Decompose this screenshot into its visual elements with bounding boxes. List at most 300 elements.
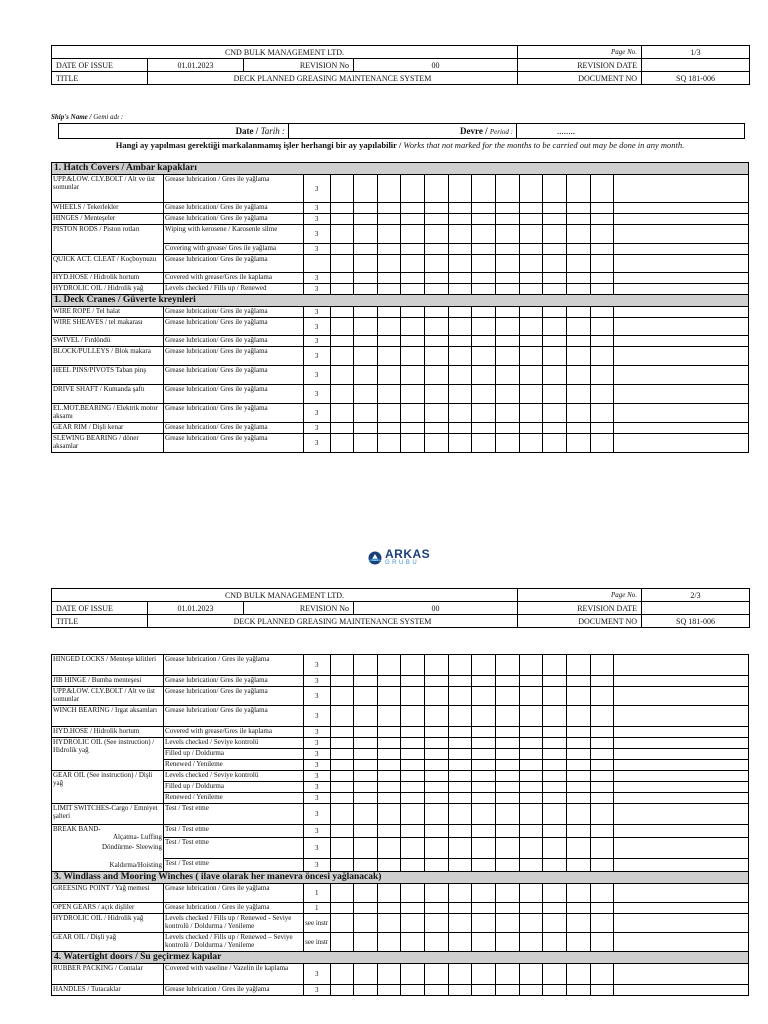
- month-cell[interactable]: [496, 336, 520, 347]
- month-cell[interactable]: [519, 318, 543, 336]
- month-cell[interactable]: [472, 244, 496, 255]
- month-cell[interactable]: [377, 214, 401, 225]
- month-cell[interactable]: [354, 933, 378, 952]
- remarks-cell[interactable]: [614, 760, 749, 771]
- month-cell[interactable]: [496, 903, 520, 914]
- month-cell[interactable]: [448, 933, 472, 952]
- month-cell[interactable]: [448, 771, 472, 782]
- month-cell[interactable]: [543, 804, 567, 825]
- remarks-cell[interactable]: [614, 771, 749, 782]
- month-cell[interactable]: [519, 782, 543, 793]
- month-cell[interactable]: [566, 964, 590, 985]
- month-cell[interactable]: [354, 347, 378, 366]
- remarks-cell[interactable]: [614, 404, 749, 423]
- month-cell[interactable]: [330, 964, 354, 985]
- month-cell[interactable]: [590, 336, 614, 347]
- month-cell[interactable]: [496, 255, 520, 273]
- month-cell[interactable]: [496, 244, 520, 255]
- month-cell[interactable]: [496, 307, 520, 318]
- month-cell[interactable]: [566, 676, 590, 687]
- month-cell[interactable]: [330, 385, 354, 404]
- month-cell[interactable]: [519, 749, 543, 760]
- month-cell[interactable]: [590, 434, 614, 453]
- month-cell[interactable]: [330, 423, 354, 434]
- month-cell[interactable]: [330, 307, 354, 318]
- month-cell[interactable]: [543, 727, 567, 738]
- month-cell[interactable]: [496, 837, 520, 859]
- remarks-cell[interactable]: [614, 859, 749, 872]
- remarks-cell[interactable]: [614, 347, 749, 366]
- month-cell[interactable]: [330, 318, 354, 336]
- month-cell[interactable]: [566, 284, 590, 295]
- month-cell[interactable]: [377, 687, 401, 706]
- remarks-cell[interactable]: [614, 903, 749, 914]
- month-cell[interactable]: [330, 903, 354, 914]
- month-cell[interactable]: [496, 318, 520, 336]
- month-cell[interactable]: [377, 884, 401, 903]
- month-cell[interactable]: [377, 738, 401, 749]
- month-cell[interactable]: [425, 706, 449, 727]
- month-cell[interactable]: [566, 347, 590, 366]
- month-cell[interactable]: [590, 175, 614, 203]
- month-cell[interactable]: [330, 793, 354, 804]
- month-cell[interactable]: [496, 385, 520, 404]
- month-cell[interactable]: [590, 933, 614, 952]
- month-cell[interactable]: [425, 273, 449, 284]
- month-cell[interactable]: [519, 859, 543, 872]
- month-cell[interactable]: [425, 423, 449, 434]
- month-cell[interactable]: [590, 273, 614, 284]
- month-cell[interactable]: [496, 404, 520, 423]
- month-cell[interactable]: [425, 825, 449, 838]
- month-cell[interactable]: [496, 985, 520, 996]
- month-cell[interactable]: [472, 903, 496, 914]
- month-cell[interactable]: [401, 782, 425, 793]
- month-cell[interactable]: [590, 706, 614, 727]
- month-cell[interactable]: [448, 255, 472, 273]
- month-cell[interactable]: [590, 760, 614, 771]
- month-cell[interactable]: [496, 859, 520, 872]
- month-cell[interactable]: [590, 727, 614, 738]
- month-cell[interactable]: [496, 749, 520, 760]
- month-cell[interactable]: [472, 404, 496, 423]
- month-cell[interactable]: [472, 175, 496, 203]
- month-cell[interactable]: [566, 782, 590, 793]
- month-cell[interactable]: [566, 655, 590, 676]
- month-cell[interactable]: [448, 214, 472, 225]
- month-cell[interactable]: [590, 687, 614, 706]
- month-cell[interactable]: [448, 423, 472, 434]
- month-cell[interactable]: [472, 655, 496, 676]
- month-cell[interactable]: [377, 782, 401, 793]
- month-cell[interactable]: [425, 837, 449, 859]
- month-cell[interactable]: [377, 903, 401, 914]
- month-cell[interactable]: [354, 782, 378, 793]
- remarks-cell[interactable]: [614, 738, 749, 749]
- month-cell[interactable]: [590, 859, 614, 872]
- month-cell[interactable]: [425, 284, 449, 295]
- month-cell[interactable]: [590, 385, 614, 404]
- month-cell[interactable]: [330, 255, 354, 273]
- month-cell[interactable]: [377, 727, 401, 738]
- month-cell[interactable]: [472, 914, 496, 933]
- month-cell[interactable]: [590, 307, 614, 318]
- month-cell[interactable]: [425, 318, 449, 336]
- month-cell[interactable]: [472, 964, 496, 985]
- month-cell[interactable]: [401, 214, 425, 225]
- month-cell[interactable]: [401, 273, 425, 284]
- month-cell[interactable]: [425, 914, 449, 933]
- month-cell[interactable]: [377, 366, 401, 385]
- month-cell[interactable]: [566, 434, 590, 453]
- month-cell[interactable]: [472, 884, 496, 903]
- month-cell[interactable]: [519, 825, 543, 838]
- month-cell[interactable]: [448, 985, 472, 996]
- month-cell[interactable]: [448, 914, 472, 933]
- month-cell[interactable]: [401, 884, 425, 903]
- month-cell[interactable]: [472, 225, 496, 244]
- month-cell[interactable]: [519, 336, 543, 347]
- month-cell[interactable]: [496, 884, 520, 903]
- month-cell[interactable]: [590, 284, 614, 295]
- month-cell[interactable]: [590, 884, 614, 903]
- month-cell[interactable]: [543, 404, 567, 423]
- month-cell[interactable]: [590, 914, 614, 933]
- month-cell[interactable]: [330, 225, 354, 244]
- month-cell[interactable]: [401, 175, 425, 203]
- month-cell[interactable]: [354, 385, 378, 404]
- month-cell[interactable]: [377, 859, 401, 872]
- month-cell[interactable]: [472, 760, 496, 771]
- month-cell[interactable]: [425, 687, 449, 706]
- month-cell[interactable]: [425, 255, 449, 273]
- month-cell[interactable]: [472, 804, 496, 825]
- month-cell[interactable]: [472, 385, 496, 404]
- month-cell[interactable]: [448, 706, 472, 727]
- month-cell[interactable]: [401, 760, 425, 771]
- month-cell[interactable]: [519, 903, 543, 914]
- remarks-cell[interactable]: [614, 307, 749, 318]
- month-cell[interactable]: [401, 749, 425, 760]
- month-cell[interactable]: [543, 175, 567, 203]
- month-cell[interactable]: [566, 727, 590, 738]
- month-cell[interactable]: [496, 366, 520, 385]
- month-cell[interactable]: [377, 676, 401, 687]
- month-cell[interactable]: [472, 273, 496, 284]
- month-cell[interactable]: [354, 434, 378, 453]
- month-cell[interactable]: [519, 366, 543, 385]
- month-cell[interactable]: [448, 225, 472, 244]
- month-cell[interactable]: [519, 203, 543, 214]
- month-cell[interactable]: [543, 434, 567, 453]
- month-cell[interactable]: [543, 336, 567, 347]
- month-cell[interactable]: [401, 964, 425, 985]
- month-cell[interactable]: [496, 284, 520, 295]
- month-cell[interactable]: [448, 244, 472, 255]
- remarks-cell[interactable]: [614, 985, 749, 996]
- month-cell[interactable]: [425, 366, 449, 385]
- month-cell[interactable]: [354, 914, 378, 933]
- month-cell[interactable]: [496, 434, 520, 453]
- month-cell[interactable]: [590, 804, 614, 825]
- month-cell[interactable]: [354, 318, 378, 336]
- month-cell[interactable]: [425, 793, 449, 804]
- month-cell[interactable]: [496, 914, 520, 933]
- remarks-cell[interactable]: [614, 284, 749, 295]
- month-cell[interactable]: [472, 825, 496, 838]
- month-cell[interactable]: [354, 793, 378, 804]
- month-cell[interactable]: [496, 423, 520, 434]
- month-cell[interactable]: [425, 336, 449, 347]
- month-cell[interactable]: [496, 676, 520, 687]
- month-cell[interactable]: [472, 782, 496, 793]
- month-cell[interactable]: [377, 749, 401, 760]
- remarks-cell[interactable]: [614, 749, 749, 760]
- month-cell[interactable]: [519, 804, 543, 825]
- month-cell[interactable]: [354, 366, 378, 385]
- month-cell[interactable]: [401, 771, 425, 782]
- month-cell[interactable]: [472, 255, 496, 273]
- month-cell[interactable]: [354, 825, 378, 838]
- remarks-cell[interactable]: [614, 793, 749, 804]
- month-cell[interactable]: [377, 318, 401, 336]
- month-cell[interactable]: [519, 214, 543, 225]
- remarks-cell[interactable]: [614, 244, 749, 255]
- month-cell[interactable]: [330, 676, 354, 687]
- month-cell[interactable]: [448, 884, 472, 903]
- remarks-cell[interactable]: [614, 255, 749, 273]
- remarks-cell[interactable]: [614, 676, 749, 687]
- month-cell[interactable]: [543, 985, 567, 996]
- month-cell[interactable]: [496, 793, 520, 804]
- month-cell[interactable]: [519, 687, 543, 706]
- month-cell[interactable]: [354, 225, 378, 244]
- month-cell[interactable]: [543, 749, 567, 760]
- month-cell[interactable]: [401, 825, 425, 838]
- remarks-cell[interactable]: [614, 706, 749, 727]
- month-cell[interactable]: [543, 964, 567, 985]
- remarks-cell[interactable]: [614, 964, 749, 985]
- remarks-cell[interactable]: [614, 175, 749, 203]
- month-cell[interactable]: [377, 434, 401, 453]
- month-cell[interactable]: [566, 214, 590, 225]
- remarks-cell[interactable]: [614, 336, 749, 347]
- month-cell[interactable]: [354, 255, 378, 273]
- month-cell[interactable]: [590, 366, 614, 385]
- month-cell[interactable]: [401, 284, 425, 295]
- month-cell[interactable]: [496, 933, 520, 952]
- remarks-cell[interactable]: [614, 727, 749, 738]
- month-cell[interactable]: [472, 284, 496, 295]
- month-cell[interactable]: [425, 404, 449, 423]
- month-cell[interactable]: [401, 903, 425, 914]
- month-cell[interactable]: [590, 203, 614, 214]
- month-cell[interactable]: [566, 307, 590, 318]
- month-cell[interactable]: [377, 655, 401, 676]
- month-cell[interactable]: [590, 404, 614, 423]
- month-cell[interactable]: [354, 903, 378, 914]
- month-cell[interactable]: [401, 255, 425, 273]
- month-cell[interactable]: [543, 385, 567, 404]
- month-cell[interactable]: [496, 964, 520, 985]
- month-cell[interactable]: [566, 404, 590, 423]
- month-cell[interactable]: [330, 244, 354, 255]
- month-cell[interactable]: [401, 423, 425, 434]
- remarks-cell[interactable]: [614, 933, 749, 952]
- month-cell[interactable]: [496, 225, 520, 244]
- month-cell[interactable]: [448, 273, 472, 284]
- month-cell[interactable]: [425, 749, 449, 760]
- month-cell[interactable]: [519, 307, 543, 318]
- month-cell[interactable]: [496, 203, 520, 214]
- month-cell[interactable]: [354, 404, 378, 423]
- month-cell[interactable]: [519, 434, 543, 453]
- remarks-cell[interactable]: [614, 318, 749, 336]
- month-cell[interactable]: [401, 244, 425, 255]
- month-cell[interactable]: [448, 738, 472, 749]
- month-cell[interactable]: [519, 760, 543, 771]
- month-cell[interactable]: [519, 933, 543, 952]
- month-cell[interactable]: [519, 225, 543, 244]
- month-cell[interactable]: [448, 837, 472, 859]
- month-cell[interactable]: [354, 203, 378, 214]
- month-cell[interactable]: [377, 804, 401, 825]
- month-cell[interactable]: [472, 336, 496, 347]
- remarks-cell[interactable]: [614, 825, 749, 838]
- month-cell[interactable]: [330, 366, 354, 385]
- month-cell[interactable]: [354, 859, 378, 872]
- month-cell[interactable]: [472, 423, 496, 434]
- month-cell[interactable]: [425, 804, 449, 825]
- month-cell[interactable]: [448, 782, 472, 793]
- month-cell[interactable]: [519, 793, 543, 804]
- month-cell[interactable]: [472, 676, 496, 687]
- month-cell[interactable]: [472, 749, 496, 760]
- month-cell[interactable]: [448, 793, 472, 804]
- month-cell[interactable]: [543, 655, 567, 676]
- month-cell[interactable]: [377, 175, 401, 203]
- month-cell[interactable]: [330, 760, 354, 771]
- month-cell[interactable]: [543, 366, 567, 385]
- month-cell[interactable]: [377, 347, 401, 366]
- month-cell[interactable]: [377, 284, 401, 295]
- month-cell[interactable]: [472, 366, 496, 385]
- month-cell[interactable]: [472, 434, 496, 453]
- month-cell[interactable]: [519, 837, 543, 859]
- month-cell[interactable]: [496, 825, 520, 838]
- month-cell[interactable]: [590, 825, 614, 838]
- month-cell[interactable]: [519, 347, 543, 366]
- month-cell[interactable]: [330, 273, 354, 284]
- month-cell[interactable]: [519, 284, 543, 295]
- month-cell[interactable]: [354, 706, 378, 727]
- month-cell[interactable]: [354, 307, 378, 318]
- month-cell[interactable]: [519, 255, 543, 273]
- month-cell[interactable]: [330, 175, 354, 203]
- month-cell[interactable]: [401, 738, 425, 749]
- month-cell[interactable]: [330, 749, 354, 760]
- month-cell[interactable]: [448, 804, 472, 825]
- month-cell[interactable]: [354, 771, 378, 782]
- month-cell[interactable]: [472, 727, 496, 738]
- month-cell[interactable]: [590, 676, 614, 687]
- month-cell[interactable]: [425, 859, 449, 872]
- month-cell[interactable]: [354, 676, 378, 687]
- month-cell[interactable]: [519, 404, 543, 423]
- month-cell[interactable]: [590, 749, 614, 760]
- remarks-cell[interactable]: [614, 782, 749, 793]
- month-cell[interactable]: [519, 771, 543, 782]
- month-cell[interactable]: [590, 738, 614, 749]
- month-cell[interactable]: [377, 244, 401, 255]
- month-cell[interactable]: [472, 203, 496, 214]
- month-cell[interactable]: [472, 933, 496, 952]
- month-cell[interactable]: [354, 175, 378, 203]
- month-cell[interactable]: [566, 749, 590, 760]
- month-cell[interactable]: [566, 225, 590, 244]
- month-cell[interactable]: [425, 225, 449, 244]
- month-cell[interactable]: [496, 738, 520, 749]
- month-cell[interactable]: [590, 347, 614, 366]
- month-cell[interactable]: [543, 933, 567, 952]
- month-cell[interactable]: [566, 804, 590, 825]
- month-cell[interactable]: [354, 423, 378, 434]
- month-cell[interactable]: [519, 423, 543, 434]
- remarks-cell[interactable]: [614, 837, 749, 859]
- month-cell[interactable]: [330, 914, 354, 933]
- remarks-cell[interactable]: [614, 366, 749, 385]
- month-cell[interactable]: [401, 307, 425, 318]
- month-cell[interactable]: [543, 706, 567, 727]
- month-cell[interactable]: [543, 284, 567, 295]
- month-cell[interactable]: [472, 318, 496, 336]
- month-cell[interactable]: [401, 804, 425, 825]
- month-cell[interactable]: [472, 706, 496, 727]
- remarks-cell[interactable]: [614, 434, 749, 453]
- month-cell[interactable]: [566, 933, 590, 952]
- month-cell[interactable]: [496, 273, 520, 284]
- month-cell[interactable]: [590, 793, 614, 804]
- month-cell[interactable]: [566, 706, 590, 727]
- month-cell[interactable]: [377, 423, 401, 434]
- month-cell[interactable]: [566, 273, 590, 284]
- month-cell[interactable]: [590, 655, 614, 676]
- month-cell[interactable]: [377, 914, 401, 933]
- month-cell[interactable]: [377, 203, 401, 214]
- month-cell[interactable]: [354, 884, 378, 903]
- remarks-cell[interactable]: [614, 804, 749, 825]
- month-cell[interactable]: [425, 214, 449, 225]
- month-cell[interactable]: [590, 782, 614, 793]
- month-cell[interactable]: [354, 655, 378, 676]
- month-cell[interactable]: [425, 434, 449, 453]
- month-cell[interactable]: [543, 423, 567, 434]
- month-cell[interactable]: [377, 985, 401, 996]
- month-cell[interactable]: [543, 273, 567, 284]
- month-cell[interactable]: [519, 655, 543, 676]
- month-cell[interactable]: [566, 244, 590, 255]
- month-cell[interactable]: [566, 859, 590, 872]
- month-cell[interactable]: [401, 793, 425, 804]
- month-cell[interactable]: [401, 366, 425, 385]
- month-cell[interactable]: [590, 903, 614, 914]
- month-cell[interactable]: [448, 676, 472, 687]
- month-cell[interactable]: [496, 782, 520, 793]
- month-cell[interactable]: [354, 804, 378, 825]
- remarks-cell[interactable]: [614, 214, 749, 225]
- month-cell[interactable]: [330, 284, 354, 295]
- month-cell[interactable]: [401, 676, 425, 687]
